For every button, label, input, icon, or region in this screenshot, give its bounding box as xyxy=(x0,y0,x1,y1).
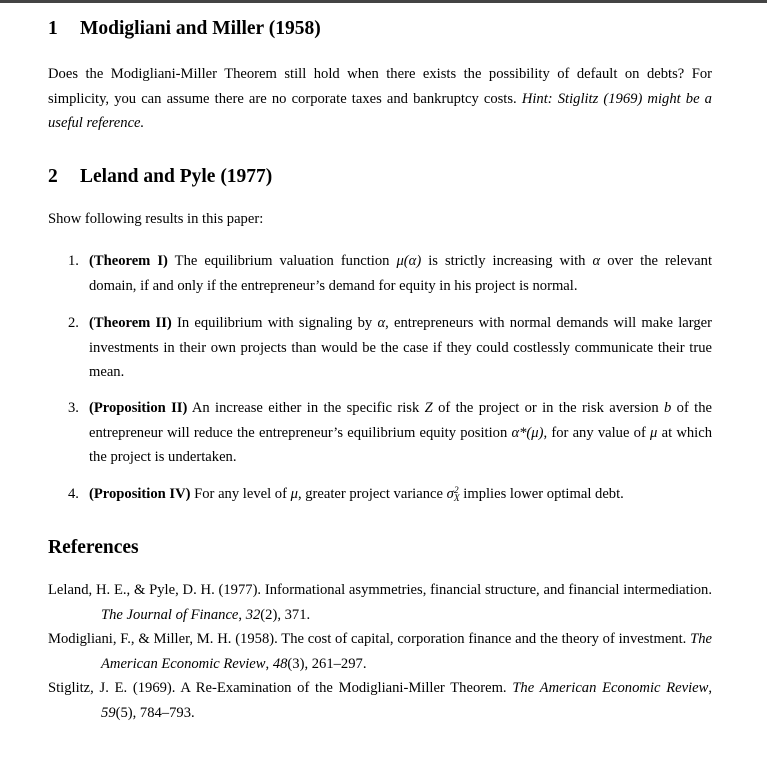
reference-entry: Stiglitz, J. E. (1969). A Re-Examination of the Modigliani-Miller Theorem. The American Economic Review, 59(5), 784–793. xyxy=(48,680,712,721)
section-number: 1 xyxy=(48,18,58,39)
list-item: 1. (Theorem I) The equilibrium valuation function μ(α) is strictly increasing with α over the relevant domain, if and only if the entrepreneur’s demand for equity in his project is normal. xyxy=(48,249,712,298)
item-label: (Theorem II) xyxy=(89,315,172,331)
top-border xyxy=(0,0,767,3)
references-list xyxy=(48,578,712,725)
journal-name: The Journal of Finance xyxy=(101,606,239,623)
reference-entry: Modigliani, F., & Miller, M. H. (1958). The cost of capital, corporation finance and the theory of investment. The American Economic Review, 48(3), 261–297. xyxy=(48,631,712,672)
math-sigma: σ 2 X xyxy=(446,486,460,504)
list-item: 2. (Theorem II) In equilibrium with signaling by α, entrepreneurs with normal demands will make larger investments in their own projects than would be the case if they could costlessly communicate their true mean. xyxy=(48,311,712,385)
reference-entry: Leland, H. E., & Pyle, D. H. (1977). Informational asymmetries, financial structure, and financial intermediation. The Journal of Finance, 32(2), 371. xyxy=(48,582,712,623)
list-item: 4. (Proposition IV) For any level of μ, greater project variance σ 2 X implies lower optimal debt. xyxy=(48,482,712,507)
math: Z xyxy=(424,400,433,416)
section-1-paragraph xyxy=(48,62,712,136)
section-2-heading xyxy=(48,166,272,188)
section-number: 2 xyxy=(48,166,58,187)
paragraph-text: Does the Modigliani-Miller Theorem still hold when there exists the possibility of default on debts? For simplicity, you can assume there are no corporate taxes and bankruptcy costs. xyxy=(48,66,712,107)
hint-text: Hint: Stiglitz (1969) might be a useful reference. xyxy=(48,90,712,131)
math: α xyxy=(377,315,386,331)
section-title: Leland and Pyle (1977) xyxy=(80,166,273,187)
item-label: (Proposition II) xyxy=(89,400,188,416)
volume: 48 xyxy=(272,655,288,672)
volume: 59 xyxy=(101,704,116,721)
math: μ(α) xyxy=(396,253,422,269)
list-item-number: 1. xyxy=(68,253,79,269)
math: α xyxy=(592,253,601,269)
journal-name: The American Economic Review xyxy=(512,680,709,696)
journal-name: The American Economic Review xyxy=(101,631,712,672)
item-label: (Theorem I) xyxy=(89,253,168,269)
list-item: 3. (Proposition II) An increase either in the specific risk Z of the project or in the risk aversion b of the entrepreneur will reduce the entrepreneur’s equilibrium equity position α*(μ), for any value of μ at which the project is undertaken. xyxy=(48,396,712,470)
list-item-number: 4. xyxy=(68,486,79,502)
section-title: Modigliani and Miller (1958) xyxy=(80,18,321,39)
math: α*(μ) xyxy=(511,424,544,441)
math: μ xyxy=(290,486,298,502)
section-1-heading xyxy=(48,18,321,40)
item-label: (Proposition IV) xyxy=(89,486,191,502)
list-item-number: 3. xyxy=(68,400,79,416)
math: b xyxy=(664,400,672,416)
math: μ xyxy=(650,424,658,441)
section-2-intro: Show following results in this paper: xyxy=(48,211,264,227)
volume: 32 xyxy=(245,606,261,623)
references-heading: References xyxy=(48,537,139,558)
list-item-number: 2. xyxy=(68,315,79,331)
